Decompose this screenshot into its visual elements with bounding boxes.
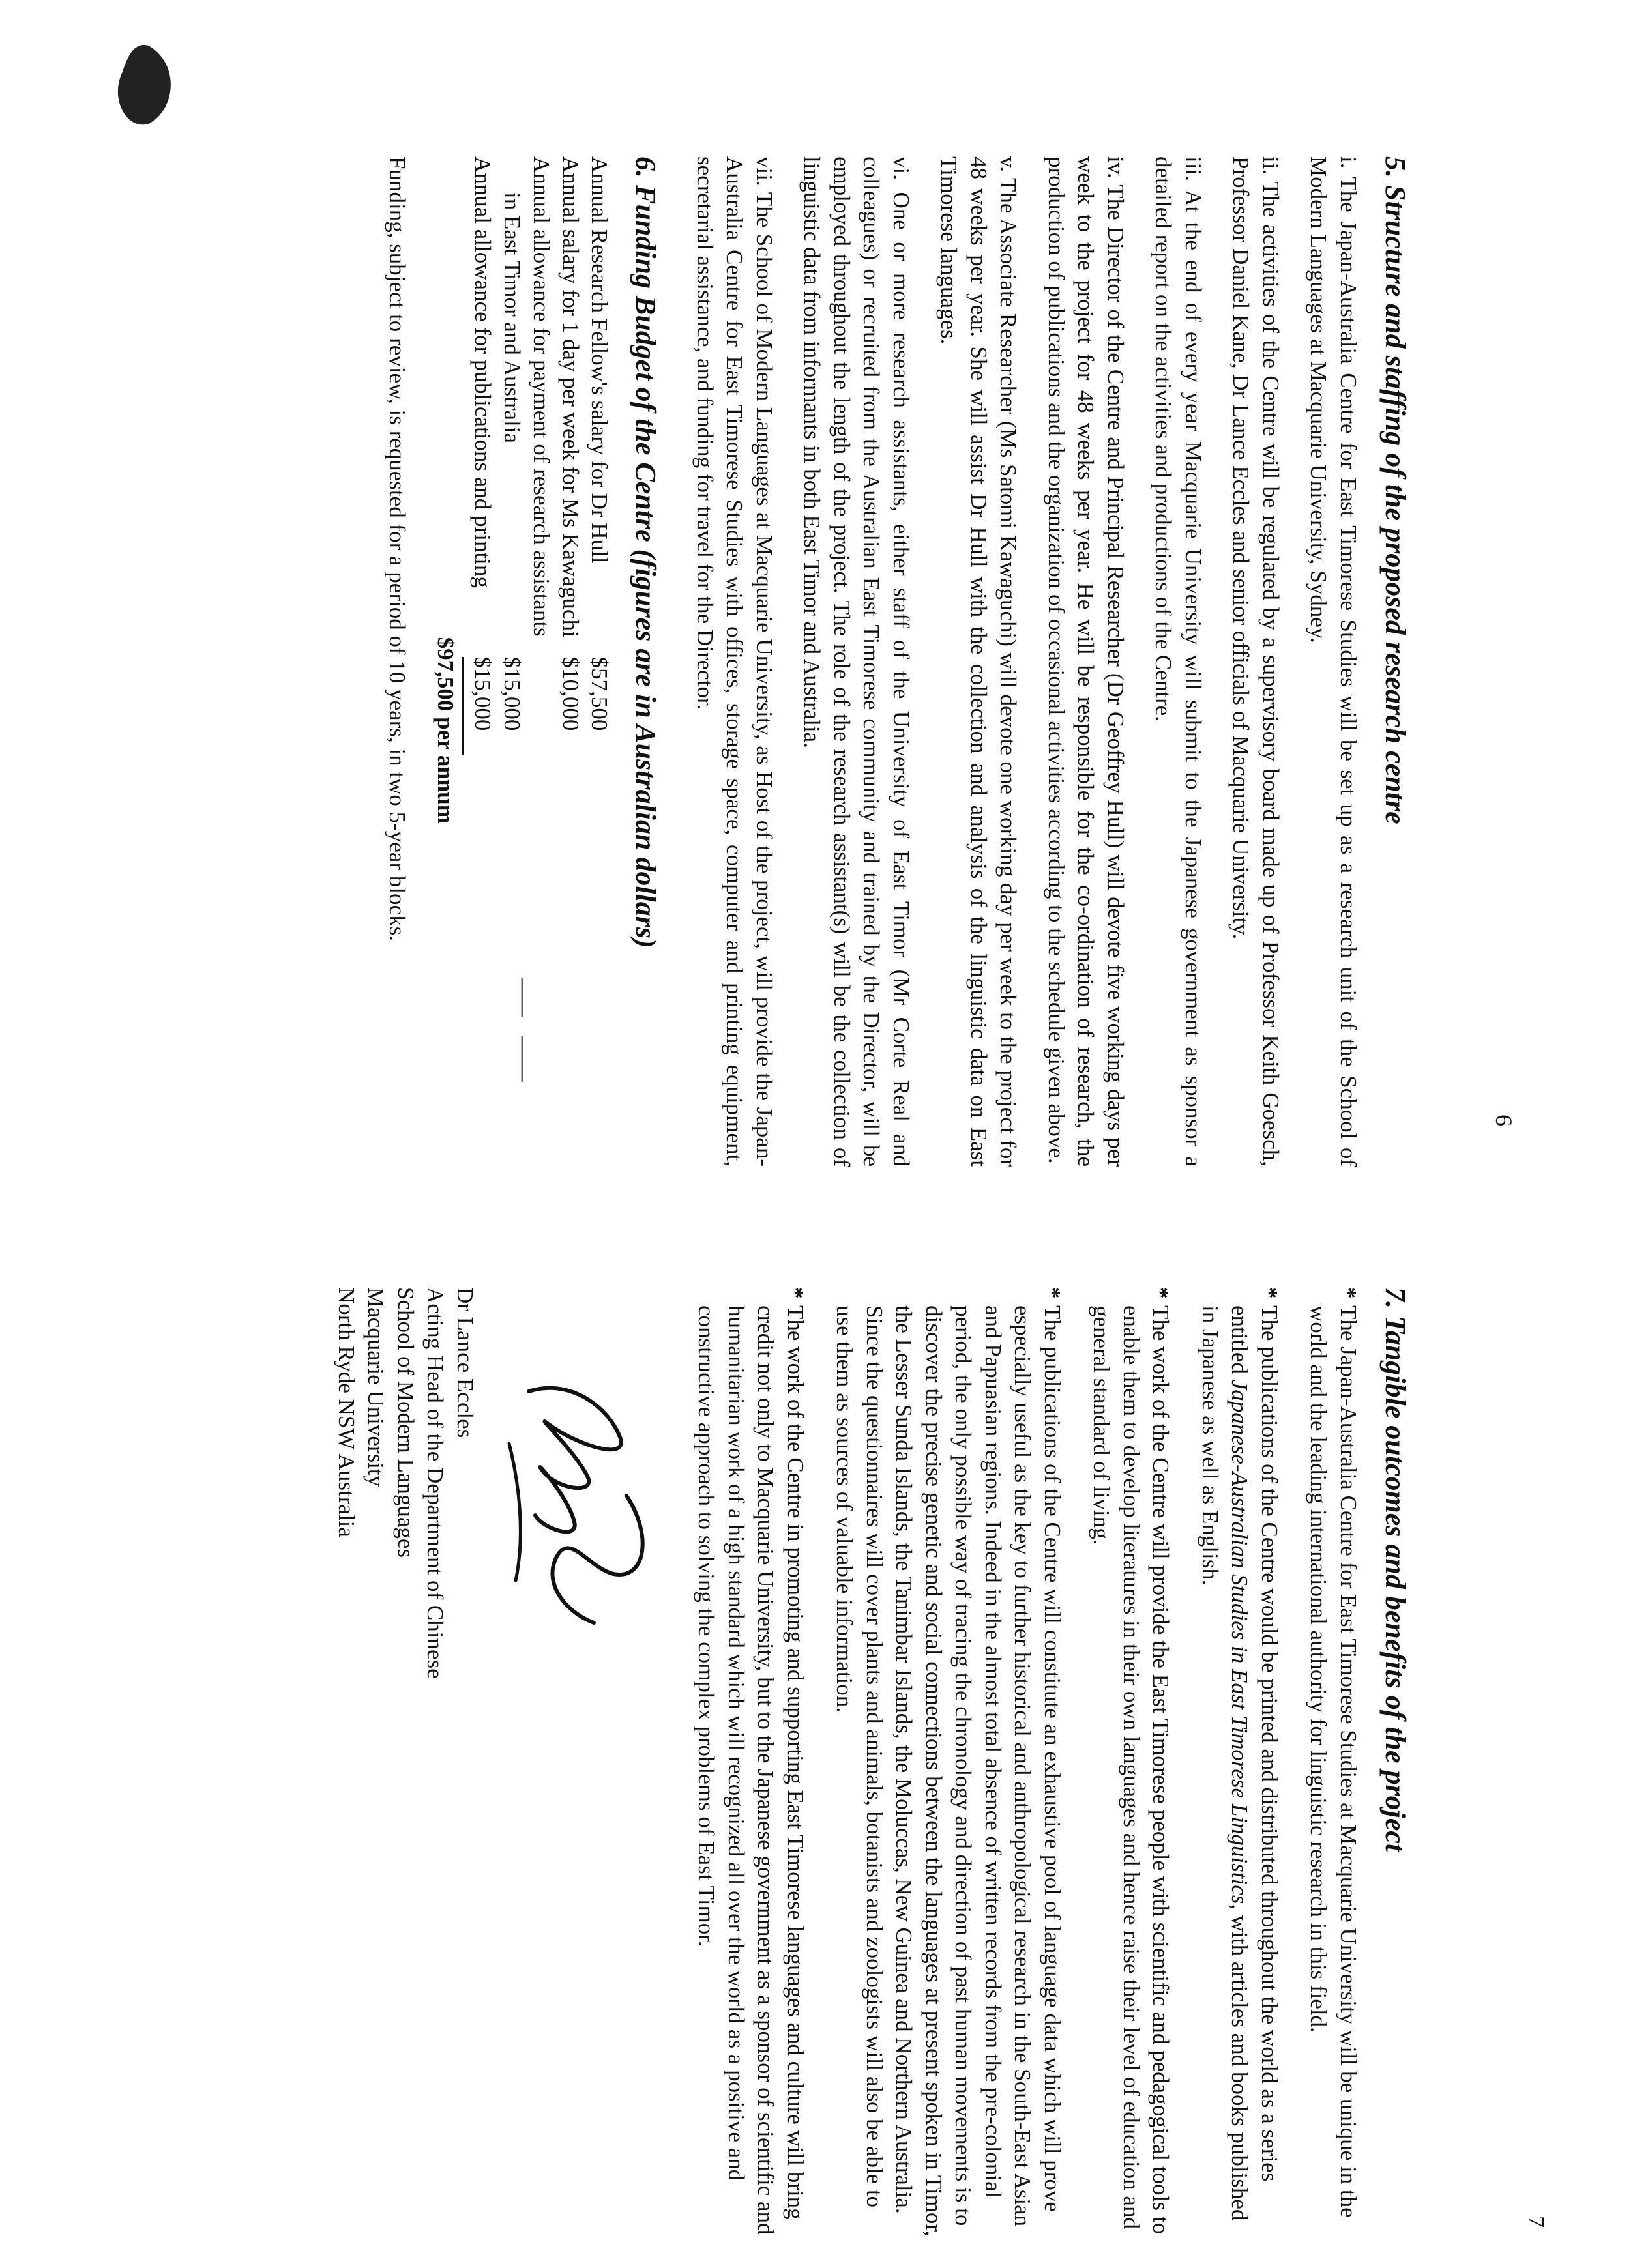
bullet-marker: *: [1040, 1287, 1065, 1299]
signatory-line: School of Modern Languages: [393, 1287, 419, 1558]
section-5-paragraph: ii. The activities of the Centre will be regulated by a supervisory board made up of Professor Keith Goesch, Professor Daniel Kane, Dr Lance Eccles and senior officials of Macquarie University.: [1228, 156, 1284, 1167]
budget-item-label: Annual allowance for publications and printing: [470, 156, 496, 588]
benefit-bullet: [1087, 1287, 1176, 2239]
budget-item-amount: [526, 637, 555, 824]
budget-rule-row: [460, 156, 468, 824]
budget-item-amount: $15,000: [470, 656, 496, 731]
budget-total-rule: [462, 657, 464, 755]
budget-table: [430, 156, 614, 824]
budget-row: [555, 156, 585, 824]
right-page: [332, 1287, 1414, 2239]
benefit-text: [1196, 1305, 1285, 2239]
scan-smudge: [103, 39, 188, 137]
publications-text-after: , with articles and books published in Japanese as well as English.: [1198, 1305, 1253, 2221]
benefit-text: The Japan-Australia Centre for East Timorese Studies at Macquarie University will be unique in the world and the leading international authority for linguistic research in this field.: [1306, 1305, 1361, 2218]
section-5-heading: 5. Structure and staffing of the proposed research centre: [1379, 156, 1411, 824]
series-title: Japanese-Australian Studies in East Timorese Linguistics: [1227, 1379, 1253, 1904]
benefit-text: The work of the Centre in promoting and supporting East Timorese languages and culture will bring credit not only to Macquarie University, but to the Japanese government as a sponsor of scientific and humanitarian work of a high standard which will recognized all over the world as a positive and constructive approach to solving the complex problems of East Timor.: [694, 1305, 808, 2235]
benefit-bullet: [692, 1287, 810, 2239]
scan-mark: [518, 978, 527, 1082]
section-5-paragraph: iv. The Director of the Centre and Principal Researcher (Dr Geoffrey Hull) will devote five working days per week to the project for 48 weeks per year. He will be responsible for the co-ordination of research, the production of publications and the organization of occasional activities according to the schedule given above.: [1044, 156, 1128, 1167]
handwritten-signature: [483, 1365, 666, 1639]
section-5-paragraph: vii. The School of Modern Languages at Macquarie University, as Host of the project, will provide the Japan-Australia Centre for East Timorese Studies with offices, storage space, computer and printing equipment, secretarial assistance, and funding for travel for the Director.: [692, 156, 777, 1167]
budget-row: [585, 156, 614, 824]
benefit-bullet: [1196, 1287, 1285, 2239]
budget-item-amount: $15,000: [499, 656, 525, 731]
budget-item-label: Annual Research Fellow's salary for Dr Hull: [587, 156, 613, 564]
bullet-marker: *: [783, 1287, 808, 1299]
budget-item-amount: $10,000: [557, 656, 583, 731]
budget-total: $97,500 per annum: [432, 637, 458, 824]
page-number-left: 6: [1491, 1114, 1517, 1126]
signatory-line: Acting Head of the Department of Chinese: [422, 1287, 449, 1679]
section-5-paragraph: iii. At the end of every year Macquarie University will submit to the Japanese government as sponsor a detailed report on the activities and productions of the Centre.: [1151, 156, 1206, 1167]
budget-item-label: in East Timor and Australia: [499, 192, 525, 443]
budget-row: [468, 156, 497, 824]
page-number-right: 7: [1523, 2216, 1550, 2228]
budget-item-label: Annual allowance for payment of research assistants: [528, 156, 554, 637]
signatory-name: Dr Lance Eccles: [452, 1287, 478, 1438]
section-6-heading: 6. Funding Budget of the Centre (figures are in Australian dollars): [630, 156, 662, 948]
section-5-paragraph: v. The Associate Researcher (Ms Satomi Kawaguchi) will devote one working day per week to the project for 48 weeks per year. She will assist Dr Hull with the collection and analysis of the linguistic data on East Timorese languages.: [936, 156, 1022, 1167]
section-7-heading: 7. Tangible outcomes and benefits of the project: [1379, 1287, 1411, 1852]
budget-total-row: [430, 156, 460, 824]
signatory-line: North Ryde NSW Australia: [334, 1287, 359, 1537]
bullet-marker: *: [1257, 1287, 1282, 1299]
bullet-marker: *: [1336, 1287, 1361, 1299]
budget-item-label: Annual salary for 1 day per week for Ms Kawaguchi: [557, 156, 583, 637]
publications-text-before: The publications of the Centre would be printed and distributed throughout the world as a series entitled: [1227, 1305, 1282, 2182]
benefit-text: The publications of the Centre will constitute an exhaustive pool of language data which will prove especially useful as the key to further historical and anthropological research in the South-East Asian and Papuasian regions. Indeed in the almost total absence of written records from the pre-colonial period, the only possible way of tracing the chronology and direction of past human movements is to discover the precise genetic and social connections between the languages at present spoken in Timor, the Lesser Sunda Islands, the Tanimbar Islands, the Moluccas, New Guinea and Northern Australia. Since the questionnaires will cover plants and animals, botanists and zoologists will also be able to use them as sources of valuable information.: [832, 1305, 1065, 2237]
funding-note: Funding, subject to review, is requested for a period of 10 years, in two 5-year blocks.: [384, 156, 410, 941]
budget-row: [526, 156, 555, 824]
bullet-marker: *: [1148, 1287, 1174, 1299]
budget-item-amount: $57,500: [587, 656, 613, 731]
benefit-bullet: [1304, 1287, 1363, 2239]
section-5-paragraph: i. The Japan-Australia Centre for East Timorese Studies will be set up as a research unit of the School of Modern Languages at Macquarie University, Sydney.: [1306, 156, 1361, 1167]
signatory-line: Macquarie University: [363, 1287, 389, 1487]
benefit-bullet: [830, 1287, 1067, 2239]
budget-row: [497, 156, 526, 824]
benefit-text: The work of the Centre will provide the East Timorese people with scientific and pedagogical tools to enable them to develop literatures in their own languages and hence raise their level of education and general standard of living.: [1089, 1305, 1174, 2234]
section-5-paragraph: vi. One or more research assistants, either staff of the University of East Timor (Mr Corte Real and colleagues) or recruited from the Australian East Timorese community and trained by the Director, will be employed throughout the length of the project. The role of the research assistant(s) will be the collection of linguistic data from informants in both East Timor and Australia.: [799, 156, 914, 1167]
